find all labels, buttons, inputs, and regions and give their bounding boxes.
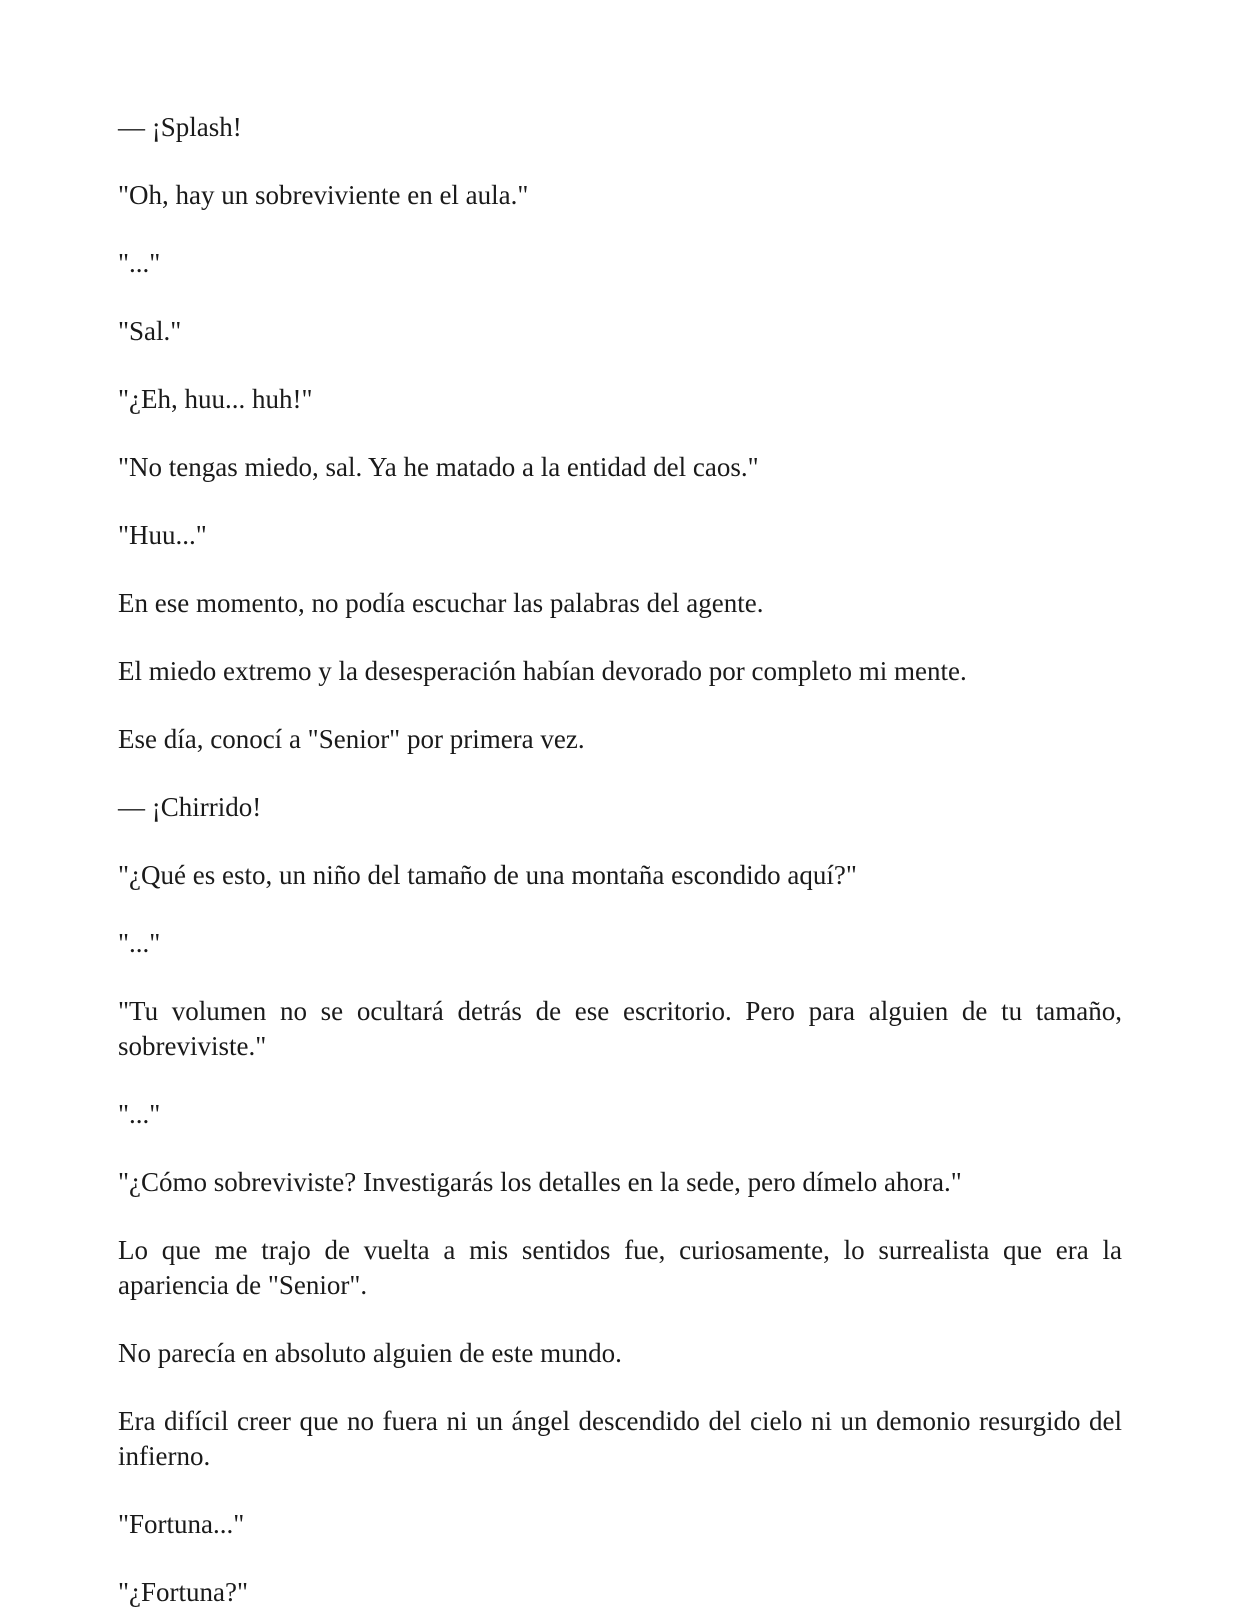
- paragraph: "...": [118, 248, 161, 278]
- paragraph: "Sal.": [118, 316, 182, 346]
- paragraph: "¿Cómo sobreviviste? Investigarás los detalles en la sede, pero dímelo ahora.": [118, 1167, 962, 1197]
- paragraph: "Fortuna...": [118, 1509, 245, 1539]
- paragraph: "Oh, hay un sobreviviente en el aula.": [118, 180, 529, 210]
- paragraph: — ¡Splash!: [118, 112, 242, 142]
- paragraph: — ¡Chirrido!: [118, 792, 262, 822]
- paragraph: Era difícil creer que no fuera ni un ángel descendido del cielo ni un demonio resurgido del infierno.: [118, 1406, 1122, 1471]
- paragraph: "¿Fortuna?": [118, 1577, 249, 1607]
- paragraph: "...": [118, 928, 161, 958]
- paragraph: "¿Eh, huu... huh!": [118, 384, 313, 414]
- paragraph: "Tu volumen no se ocultará detrás de ese escritorio. Pero para alguien de tu tamaño, sobreviviste.": [118, 996, 1122, 1061]
- document-body: [118, 110, 1122, 1610]
- paragraph: "Huu...": [118, 520, 207, 550]
- paragraph: Ese día, conocí a "Senior" por primera vez.: [118, 724, 585, 754]
- paragraph: "...": [118, 1099, 161, 1129]
- paragraph: "No tengas miedo, sal. Ya he matado a la entidad del caos.": [118, 452, 759, 482]
- paragraph: El miedo extremo y la desesperación habían devorado por completo mi mente.: [118, 656, 967, 686]
- paragraph: "¿Qué es esto, un niño del tamaño de una montaña escondido aquí?": [118, 860, 857, 890]
- paragraph: En ese momento, no podía escuchar las palabras del agente.: [118, 588, 764, 618]
- paragraph: No parecía en absoluto alguien de este mundo.: [118, 1338, 622, 1368]
- paragraph: Lo que me trajo de vuelta a mis sentidos fue, curiosamente, lo surrealista que era la apariencia de "Senior".: [118, 1235, 1122, 1300]
